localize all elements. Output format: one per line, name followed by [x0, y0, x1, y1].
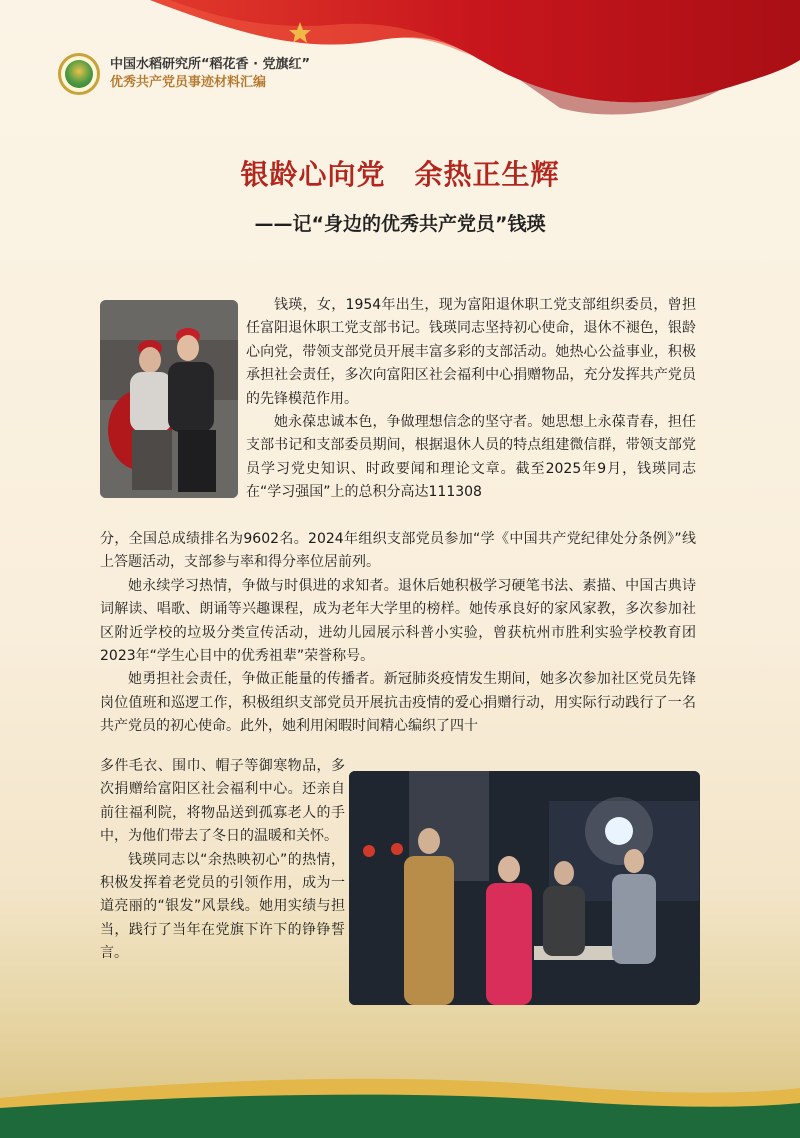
portrait-two-women-icon [100, 300, 238, 498]
paragraph-faith: 她永葆忠诚本色，争做理想信念的坚守者。她思想上永葆青春，担任支部书记和支部委员期间，根据退休人员的特点组建微信群，带领支部党员学习党史知识、时政要闻和理论文章。截至2025年9月，钱瑛同志在“学习强国”上的总积分高达111308 [246, 414, 696, 501]
header-subtitle: 优秀共产党员事迹材料汇编 [110, 75, 267, 90]
field-decoration [0, 1068, 800, 1138]
rice-institute-logo-icon [58, 53, 100, 95]
article-text-middle [100, 528, 696, 739]
header [58, 50, 310, 98]
paragraph-faith-cont: 分，全国总成绩排名为9602名。2024年组织支部党员参加“学《中国共产党纪律处分条例》”线上答题活动，支部参与率和得分率位居前列。 [100, 531, 696, 571]
article-text-top [246, 294, 696, 505]
paragraph-responsibility: 她勇担社会责任，争做正能量的传播者。新冠肺炎疫情发生期间，她多次参加社区党员先锋岗位值班和巡逻工作，积极组织支部党员开展抗击疫情的爱心捐赠行动，用实际行动践行了一名共产党员的初心使命。此外，她利用闲暇时间精心编织了四十 [100, 671, 696, 735]
paragraph-responsibility-cont: 多件毛衣、围巾、帽子等御寒物品，多次捐赠给富阳区社会福利中心。还亲自前往福利院，将物品送到孤寡老人的手中，为他们带去了冬日的温暖和关怀。 [100, 758, 345, 845]
page-title: 银龄心向党 余热正生辉 [240, 158, 560, 191]
night-volunteers-icon [349, 771, 700, 1005]
paragraph-conclusion: 钱瑛同志以“余热映初心”的热情，积极发挥着老党员的引领作用，成为一道亮丽的“银发”风景线。她用实绩与担当，践行了当年在党旗下许下的铮铮誓言。 [100, 851, 345, 962]
paragraph-learning: 她永续学习热情，争做与时俱进的求知者。退休后她积极学习硬笔书法、素描、中国古典诗词解读、唱歌、朗诵等兴趣课程，成为老年大学里的榜样。她传承良好的家风家教，多次参加社区附近学校的垃圾分类宣传活动，进幼儿园展示科普小实验，曾获杭州市胜利实验学校教育团2023年“学生心目中的优秀祖辈”荣誉称号。 [100, 577, 696, 665]
paragraph-intro: 钱瑛，女，1954年出生，现为富阳退休职工党支部组织委员，曾担任富阳退休职工党支部书记。钱瑛同志坚持初心使命，退休不褪色，银龄心向党，带领支部党员开展丰富多彩的支部活动。她热心公益事业，积极承担社会责任，多次向富阳区社会福利中心捐赠物品，充分发挥共产党员的先锋模范作用。 [246, 297, 696, 407]
page-subtitle: ——记“身边的优秀共产党员”钱瑛 [254, 213, 546, 235]
header-title: 中国水稻研究所“稻花香 · 党旗红” [110, 57, 311, 72]
article-text-bottom [100, 755, 345, 966]
